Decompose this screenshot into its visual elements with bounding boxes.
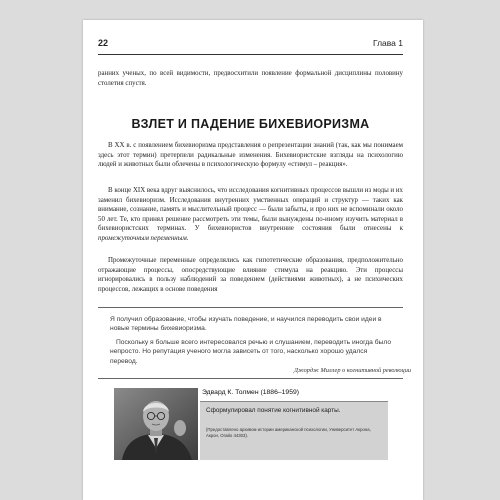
bio-photo-credit: (Предоставлено архивом истории американской психологии, Университет Акрона, Акрон, Огайо 44303). [206,427,371,439]
book-page [83,20,423,500]
bio-sidebar [114,388,388,460]
header-rule [98,54,403,55]
body-paragraph-2-text: В конце XIX века вдруг выяснилось, что исследования когнитивных процессов вышли из моды и их заменил бихевиоризм. Исследования внутренних умственных операций и структур — таких как внимание, сознание, память и мыслительный процесс — были забыты, и про них не вспоминали около 50 лет. Те, кто принял решение рассмотреть эти темы, были вынуждены по-иному изучить материал в бихевиористских терминах. У бихевиористов внутренние состояния были отнесены к [98,187,403,233]
intro-paragraph: ранних ученых, по всей видимости, предвосхитили появление формальной дисциплины половину столетия спустя. [98,70,403,87]
quote-bottom-rule [98,378,403,379]
quote-top-rule [98,307,403,308]
section-title: ВЗЛЕТ И ПАДЕНИЕ БИХЕВИОРИЗМА [131,117,370,131]
portrait-image [114,388,198,460]
bio-description: Сформулировал понятие когнитивной карты. [206,407,341,414]
quote-line-1: Я получил образование, чтобы изучать поведение, и научился переводить свои идеи в новые термины бихевиоризма. [110,316,382,333]
body-paragraph-3: Промежуточные переменные определялись как гипотетические образования, предположительно отражающие процессы, опосредствующие влияние стимула на реакцию. Эти процессы игнорировались в пользу наблюдений за поведением (действиями животных), а не психических процессов, лежащих в основе поведения [98,257,403,293]
intermediate-variables-term: промежуточным переменным [98,234,187,242]
quote-attribution: Джордж Миллер о когнитивной революции [293,367,411,374]
portrait-photo [114,388,198,460]
body-paragraph-1: В XX в. с появлением бихевиоризма представления о репрезентации знаний (так, как мы понимаем здесь этот термин) претерпели радикальные изменения. Бихевиористские взгляды на психологию людей и животных были облечены в психологическую формулу «стимул – реакция». [98,142,403,169]
bio-info-box [200,402,388,460]
body-paragraph-2 [98,186,403,244]
page-header [98,38,403,52]
quote-line-2: Поскольку я больше всего интересовался речью и слушанием, переводить иногда было непросто. Но репутация ученого могла зависеть от того, насколько хорошо удался перевод. [110,339,392,365]
body-paragraph-2-end: . [186,234,189,242]
chapter-label: Глава 1 [372,38,403,48]
bio-panel [200,388,388,460]
page-number: 22 [98,38,109,48]
bio-name: Эдвард К. Толмен (1886–1959) [202,389,300,396]
